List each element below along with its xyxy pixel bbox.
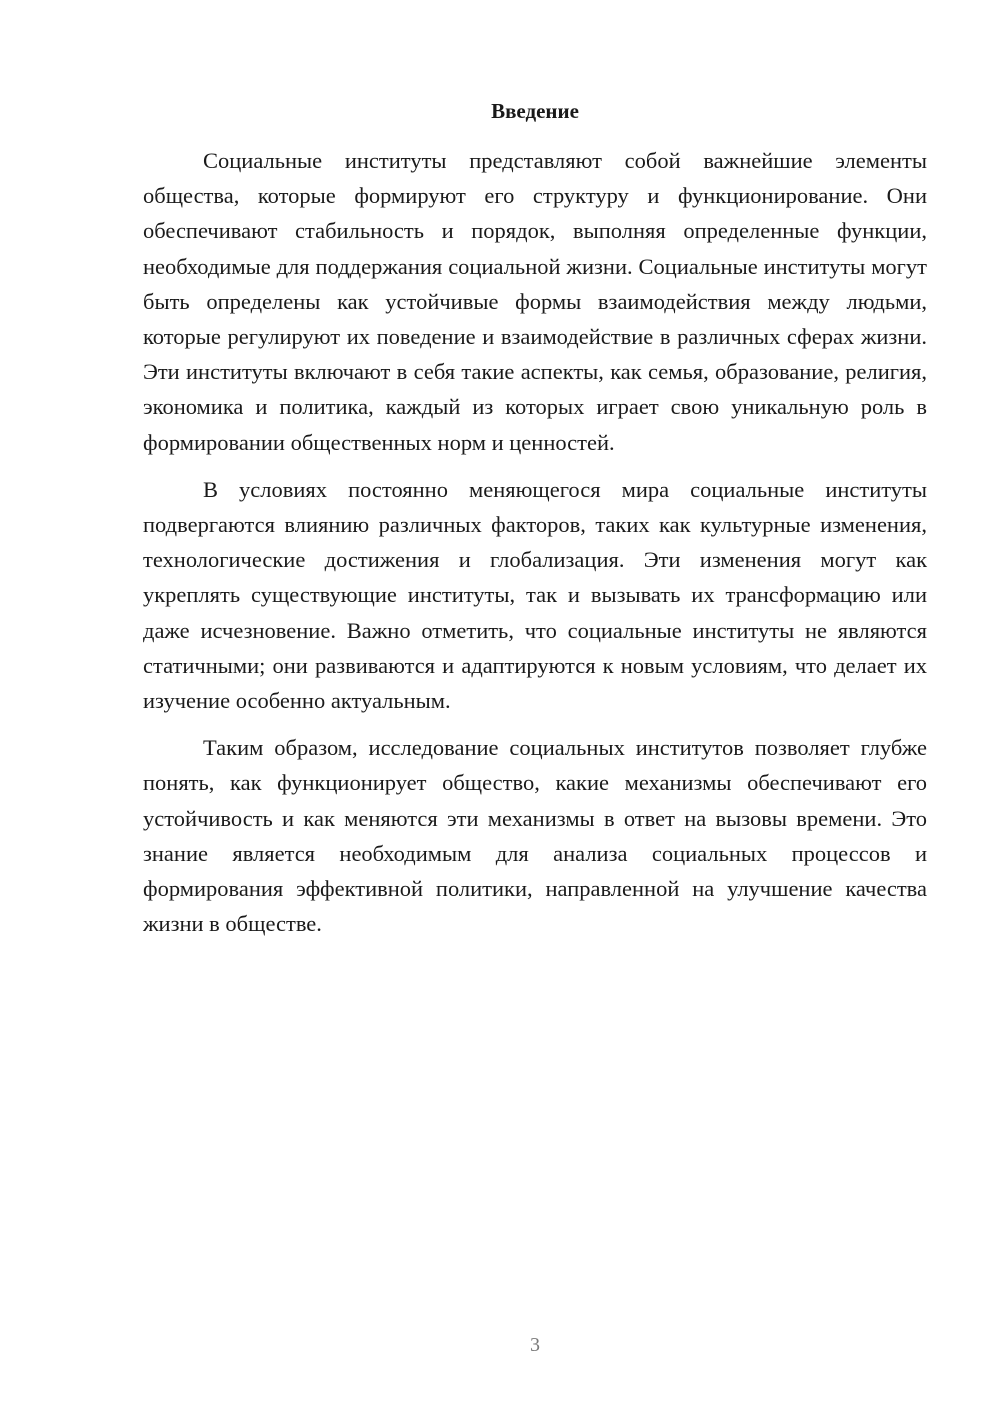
paragraph-3: Таким образом, исследование социальных институтов позволяет глубже понять, как функционирует общество, какие механизмы обеспечивают его устойчивость и как меняются эти механизмы в ответ на вызовы времени. Это знание является необходимым для анализа социальных процессов и формирования эффективной политики, направленной на улучшение качества жизни в обществе. bbox=[143, 735, 927, 937]
section-heading: Введение bbox=[491, 99, 579, 123]
page-number: 3 bbox=[530, 1334, 540, 1356]
paragraph-1: Социальные институты представляют собой важнейшие элементы общества, которые формируют его структуру и функционирование. Они обеспечивают стабильность и порядок, выполняя определенные функции, необходимые для поддержания социальной жизни. Социальные институты могут быть определены как устойчивые формы взаимодействия между людьми, которые регулируют их поведение и взаимодействие в различных сферах жизни. Эти институты включают в себя такие аспекты, как семья, образование, религия, экономика и политика, каждый из которых играет свою уникальную роль в формировании общественных норм и ценностей. bbox=[143, 148, 927, 455]
paragraph-2: В условиях постоянно меняющегося мира социальные институты подвергаются влиянию различных факторов, таких как культурные изменения, технологические достижения и глобализация. Эти изменения могут как укреплять существующие институты, так и вызывать их трансформацию или даже исчезновение. Важно отметить, что социальные институты не являются статичными; они развиваются и адаптируются к новым условиям, что делает их изучение особенно актуальным. bbox=[143, 476, 927, 714]
body-text bbox=[143, 143, 927, 953]
